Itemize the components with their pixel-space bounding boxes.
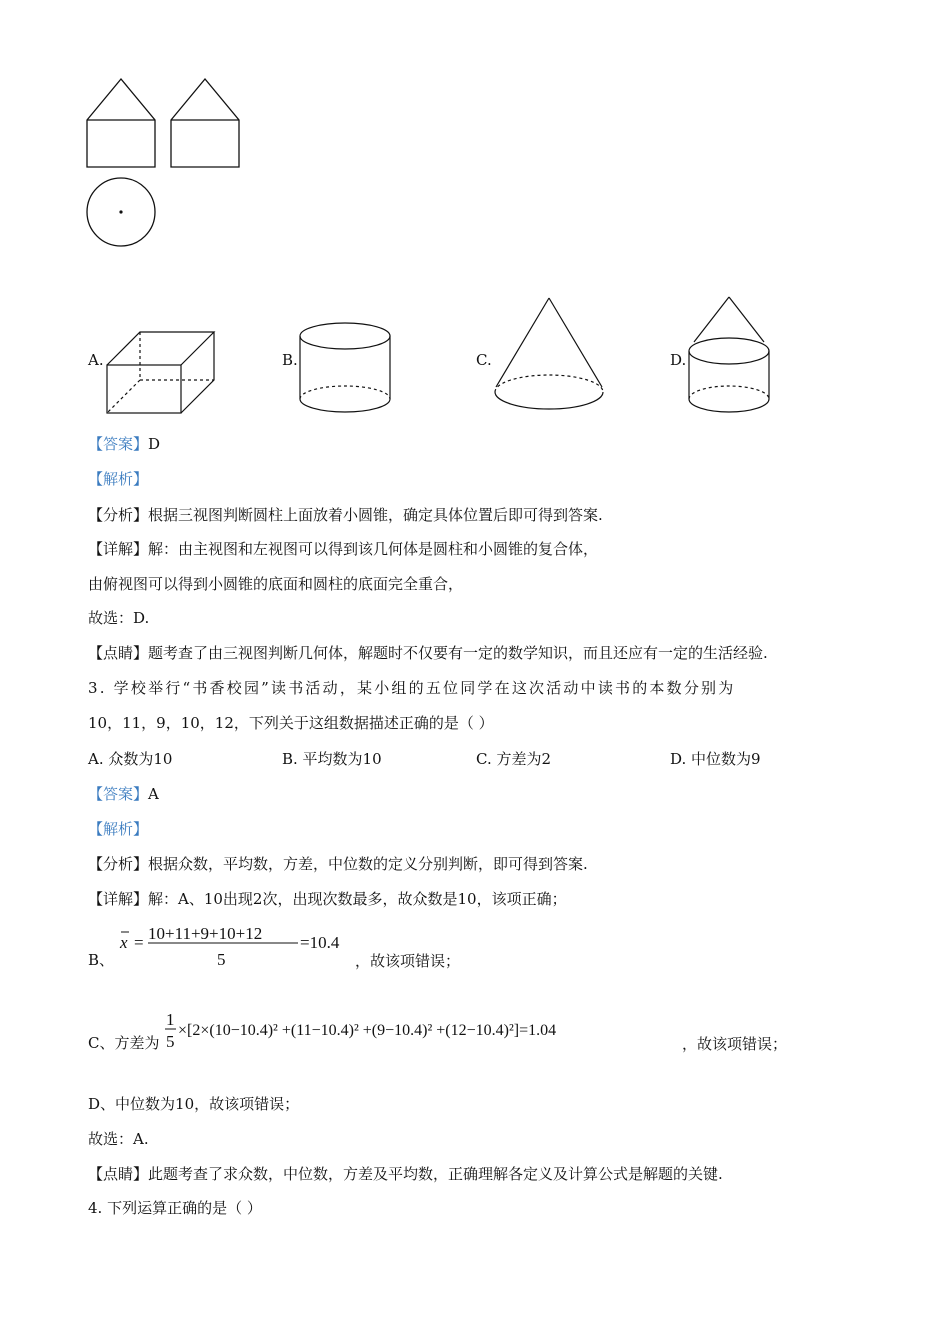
q3-option-d: D. 中位数为9 (670, 750, 761, 768)
q3-stem-line1: 3. 学校举行“书香校园”读书活动，某小组的五位同学在这次活动中读书的本数分别为 (88, 679, 736, 697)
q2-xiangjie-line (88, 539, 598, 559)
q3-fenxi-line (88, 854, 588, 874)
q3-answer-line (88, 784, 159, 804)
top-view-center-dot (119, 210, 122, 213)
q3-dianjing-tag: 【点睛】 (88, 1165, 149, 1183)
q2-dianjing-tag: 【点睛】 (88, 644, 149, 662)
mean-eq: = (134, 933, 144, 952)
mean-result: =10.4 (300, 933, 340, 952)
q3-option-c: C. 方差为2 (476, 750, 552, 768)
q2-fenxi-text: 根据三视图判断圆柱上面放着小圆锥，确定具体位置后即可得到答案. (148, 506, 603, 524)
q3-xiangjie-text: 解：A、10出现2次，出现次数最多，故众数是10，该项正确； (148, 890, 567, 908)
q2-fenxi-tag: 【分析】 (88, 506, 149, 524)
q3-choose: 故选：A. (88, 1130, 149, 1148)
q3-xiangjie-tag: 【详解】 (88, 890, 149, 908)
q3-b-prefix: B、 (88, 951, 115, 969)
option-b-label: B. (282, 351, 298, 369)
q2-analysis-tag: 【解析】 (88, 470, 149, 488)
three-views-figure (80, 70, 250, 255)
q3-fenxi-tag: 【分析】 (88, 855, 149, 873)
q2-choose: 故选：D. (88, 609, 150, 627)
option-b-cylinder (295, 318, 397, 418)
option-a-cuboid (100, 325, 220, 420)
q3-option-a: A. 众数为10 (88, 750, 173, 768)
variance-formula (163, 1004, 683, 1062)
q2-line2: 由俯视图可以得到小圆锥的底面和圆柱的底面完全重合， (88, 575, 464, 593)
variance-frac-den: 5 (166, 1032, 175, 1051)
q3-dianjing-line (88, 1164, 723, 1184)
option-d-cone-on-cylinder (683, 292, 775, 417)
q2-xiangjie-text: 解：由主视图和左视图可以得到该几何体是圆柱和小圆锥的复合体， (148, 540, 599, 558)
q3-answer-tag: 【答案】 (88, 785, 149, 803)
q2-xiangjie-tag: 【详解】 (88, 540, 149, 558)
q4-stem: 4. 下列运算正确的是（ ） (88, 1199, 262, 1217)
q3-xiangjie-line (88, 889, 567, 909)
option-a-label: A. (88, 351, 104, 369)
q2-dianjing-text: 题考查了由三视图判断几何体，解题时不仅要有一定的数学知识，而且还应有一定的生活经验. (148, 644, 768, 662)
mean-denominator: 5 (217, 950, 226, 969)
q3-option-b: B. 平均数为10 (282, 750, 382, 768)
q3-stem-line2: 10，11，9，10，12，下列关于这组数据描述正确的是（ ） (88, 714, 494, 732)
mean-formula (118, 918, 358, 976)
q2-dianjing-line (88, 643, 768, 663)
q2-analysis-line (88, 469, 148, 489)
q2-answer-tag: 【答案】 (88, 435, 149, 453)
option-d-label: D. (670, 351, 687, 369)
variance-frac-num: 1 (166, 1010, 175, 1029)
q3-d-line: D、中位数为10，故该项错误； (88, 1095, 300, 1113)
side-view (171, 79, 239, 167)
q3-analysis-tag: 【解析】 (88, 820, 149, 838)
q3-c-prefix: C、方差为 (88, 1034, 160, 1052)
q3-b-suffix: ，故该项错误； (355, 952, 461, 970)
q2-answer-line (88, 434, 160, 454)
q3-fenxi-text: 根据众数，平均数，方差，中位数的定义分别判断，即可得到答案. (148, 855, 588, 873)
option-c-cone (490, 292, 610, 417)
mean-x-bar: x (120, 933, 128, 952)
q3-answer-value: A (148, 785, 159, 803)
variance-expression: ×[2×(10−10.4)² +(11−10.4)² +(9−10.4)² +(12−10.4)²]=1.04 (178, 1022, 557, 1039)
option-c-label: C. (476, 351, 492, 369)
q2-answer-value: D (148, 435, 161, 453)
front-view (87, 79, 155, 167)
q3-analysis-line (88, 819, 148, 839)
mean-numerator: 10+11+9+10+12 (148, 924, 263, 943)
q3-c-suffix: ，故该项错误； (682, 1035, 788, 1053)
q3-dianjing-text: 此题考查了求众数，中位数，方差及平均数，正确理解各定义及计算公式是解题的关键. (148, 1165, 723, 1183)
q2-fenxi-line (88, 505, 603, 525)
